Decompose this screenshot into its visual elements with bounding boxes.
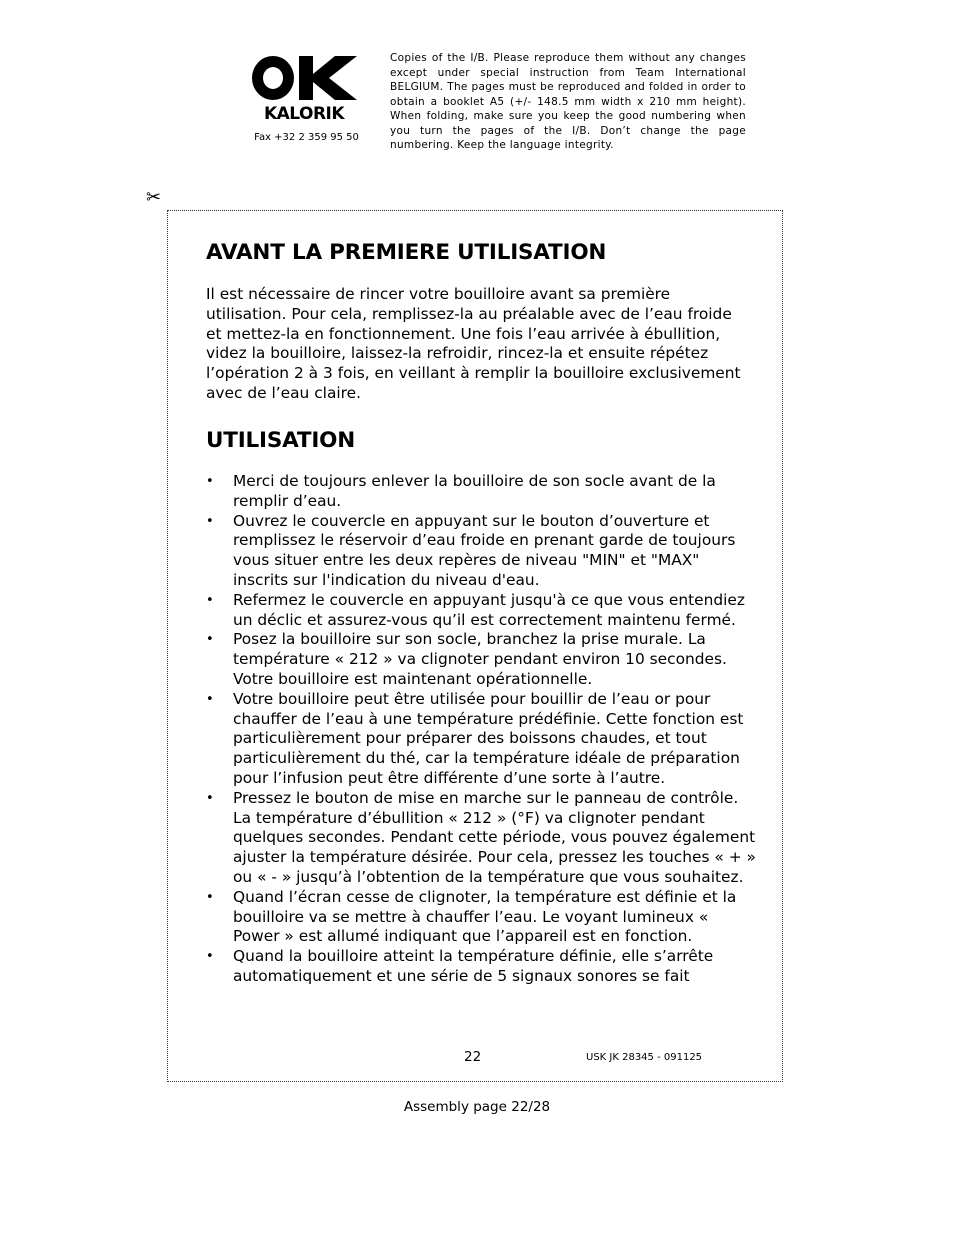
list-item xyxy=(206,512,756,591)
fax-number: Fax +32 2 359 95 50 xyxy=(254,132,359,143)
document-reference: USK JK 28345 - 091125 xyxy=(586,1052,703,1063)
list-item xyxy=(206,472,756,512)
list-item-text: Quand l’écran cesse de clignoter, la température est définie et la bouilloire va se mettre à chauffer l’eau. Le voyant lumineux « Power » est allumé indiquant que l’appareil est en fonction. xyxy=(233,887,737,946)
scissors-icon: ✂ xyxy=(146,187,162,208)
list-item-text: Posez la bouilloire sur son socle, branchez la prise murale. La température « 212 » va clignoter pendant environ 10 secondes. Votre bouilloire est maintenant opérationnelle. xyxy=(233,630,727,688)
list-item xyxy=(206,888,756,947)
bullet-icon: • xyxy=(206,513,214,529)
kalorik-logo xyxy=(249,54,359,126)
page-number: 22 xyxy=(464,1049,482,1065)
bullet-icon: • xyxy=(206,632,214,648)
usage-list xyxy=(206,472,756,987)
kalorik-logo-mark xyxy=(249,54,359,104)
list-item-text: Quand la bouilloire atteint la température définie, elle s’arrête automatiquement et une série de 5 signaux sonores se fait xyxy=(233,947,714,985)
brand-name: KALORIK xyxy=(263,104,345,124)
bullet-icon: • xyxy=(206,592,214,608)
bullet-icon: • xyxy=(206,691,214,707)
list-item-text: Ouvrez le couvercle en appuyant sur le bouton d’ouverture et remplissez le réservoir d’eau froide en prenant garde de toujours vous situer entre les deux repères de niveau "MIN" et "MAX" inscrits sur l'indication du niveau d'eau. xyxy=(233,511,736,589)
bullet-icon: • xyxy=(206,889,214,905)
list-item-text: Refermez le couvercle en appuyant jusqu'à ce que vous entendiez un déclic et assurez-vous qu’il est correctement maintenu fermé. xyxy=(233,590,745,629)
list-item xyxy=(206,630,756,689)
section-title-first-use: AVANT LA PREMIERE UTILISATION xyxy=(206,240,607,265)
section-title-usage: UTILISATION xyxy=(206,428,356,453)
list-item xyxy=(206,789,756,888)
first-use-paragraph: Il est nécessaire de rincer votre bouilloire avant sa première utilisation. Pour cela, remplissez-la au préalable avec de l’eau froide et mettez-la en fonctionnement. Une fois l’eau arrivée à ébullition, videz la bouilloire, laissez-la refroidir, rincez-la et ensuite répétez l’opération 2 à 3 fois, en veillant à remplir la bouilloire exclusivement avec de l’eau claire. xyxy=(206,285,741,402)
bullet-icon: • xyxy=(206,474,214,489)
list-item-text: Votre bouilloire peut être utilisée pour bouillir de l’eau or pour chauffer de l’eau à une température prédéfinie. Cette fonction est particulièrement pour préparer des boissons chaudes, et tout particulièrement du thé, car la température idéale de préparation pour l’infusion peut être différente d’une sorte à l’autre. xyxy=(233,689,744,787)
list-item-text: Pressez le bouton de mise en marche sur le panneau de contrôle. La température d’ébullition « 212 » (°F) va clignoter pendant quelques secondes. Pendant cette période, vous pouvez également ajuster la température désirée. Pour cela, pressez les touches « + » ou « - » jusqu’à l’obtention de la température que vous souhaitez. xyxy=(233,788,756,886)
list-item xyxy=(206,591,756,631)
list-item xyxy=(206,947,756,987)
list-item-text: Merci de toujours enlever la bouilloire de son socle avant de la remplir d’eau. xyxy=(233,472,716,510)
bullet-icon: • xyxy=(206,790,214,806)
list-item xyxy=(206,690,756,789)
copy-instructions: Copies of the I/B. Please reproduce them without any changes except under special instruction from Team International BELGIUM. The pages must be reproduced and folded in order to obtain a booklet A5 (+/- 148.5 mm width x 210 mm height). When folding, make sure you keep the good numbering when you turn the pages of the I/B. Don’t change the page numbering. Keep the language integrity. xyxy=(390,52,746,151)
assembly-page-label: Assembly page 22/28 xyxy=(403,1099,551,1115)
bullet-icon: • xyxy=(206,949,214,965)
